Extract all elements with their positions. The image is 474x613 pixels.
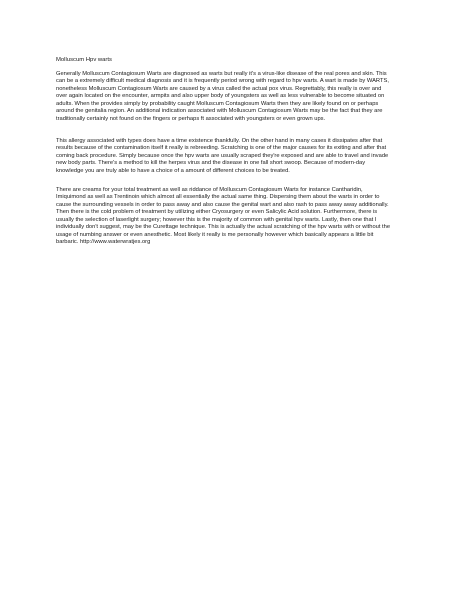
text-line: usage of numbing answer or even anesthetic. Most likely it really is me personally however which basically appears a little bit — [56, 231, 374, 238]
paragraph-treatment — [56, 187, 418, 246]
text-line: usually the selection of laserlight surgery; however this is the majority of common with genital hpv warts. Lastly, then one that I — [56, 216, 377, 223]
text-line: Then there is the cold problem of treatment by utilizing either Cryosurgery or even Salicylic Acid solution. Furthermore, there is — [56, 209, 378, 216]
text-line: There are creams for your total treatment as well as riddance of Molluscum Contagiosum Warts for instance Cantharidin, — [56, 187, 363, 193]
text-line: nonetheless Molluscum Contagiosum Warts are caused by a virus called the actual pox virus. Regrettably, this really is over and — [56, 85, 382, 92]
text-line: This allergy associated with types does have a time existence thankfully. On the other hand in many cases it dissipates after that — [56, 138, 383, 144]
text-line: around the genitalia region. An additional indication associated with Molluscum Contagiosum Warts may be the fact that they are — [56, 108, 383, 115]
text-line: cause the surrounding vessels in order to pass away and also cause the genital wart and also rash to pass away away additionally. — [56, 201, 389, 208]
text-line: Imiquimond as well as Trentinoin which almost all essentially the actual same thing. Dispersing them about the warts in order to — [56, 194, 380, 201]
text-line: new body parts. There's a method to kill the herpes virus and the disease in one fall short swoop. Because of modern-day — [56, 160, 366, 167]
text-line: individually don't suggest, may be the Curettage technique. This is actually the actual scratching of the hpv warts with or without the — [56, 224, 391, 231]
paragraph-allergy — [56, 138, 418, 175]
text-line: Generally Molluscum Contagiosum Warts are diagnosed as warts but really it's a virus-like disease of the real pores and skin. This — [56, 71, 387, 77]
text-line: traditionally certainly not found on the fingers or perhaps ft associated with youngsters or even grown ups. — [56, 115, 326, 122]
document-title: Molluscum Hpv warts — [56, 57, 112, 63]
text-line: over again located on the encounter, armpits and also upper body of youngsters as well as less vulnerable to become situated on — [56, 93, 385, 100]
text-line: adults. When the provides simply by probability caught Molluscum Contagiosum Warts then they are likely found on or perhaps — [56, 100, 379, 107]
text-line: can be a extremely difficult medical diagnosis and it is frequently period wrong with regard to hpv warts. A wart is made by WARTS, — [56, 78, 389, 85]
text-line: barbaric. http://www.waterwratjes.org — [56, 238, 151, 245]
text-line: coming back procedure. Simply because once the hpv warts are usually scraped they're exposed and are able to travel and invade — [56, 152, 389, 159]
text-line: knowledge you are truly able to have a choice of a amount of different choices to be treated. — [56, 167, 290, 174]
paragraph-diagnosis — [56, 71, 418, 123]
text-line: results because of the contamination itself it really is rebreeding. Scratching is one of the major causes for its exiting and after that — [56, 145, 387, 152]
